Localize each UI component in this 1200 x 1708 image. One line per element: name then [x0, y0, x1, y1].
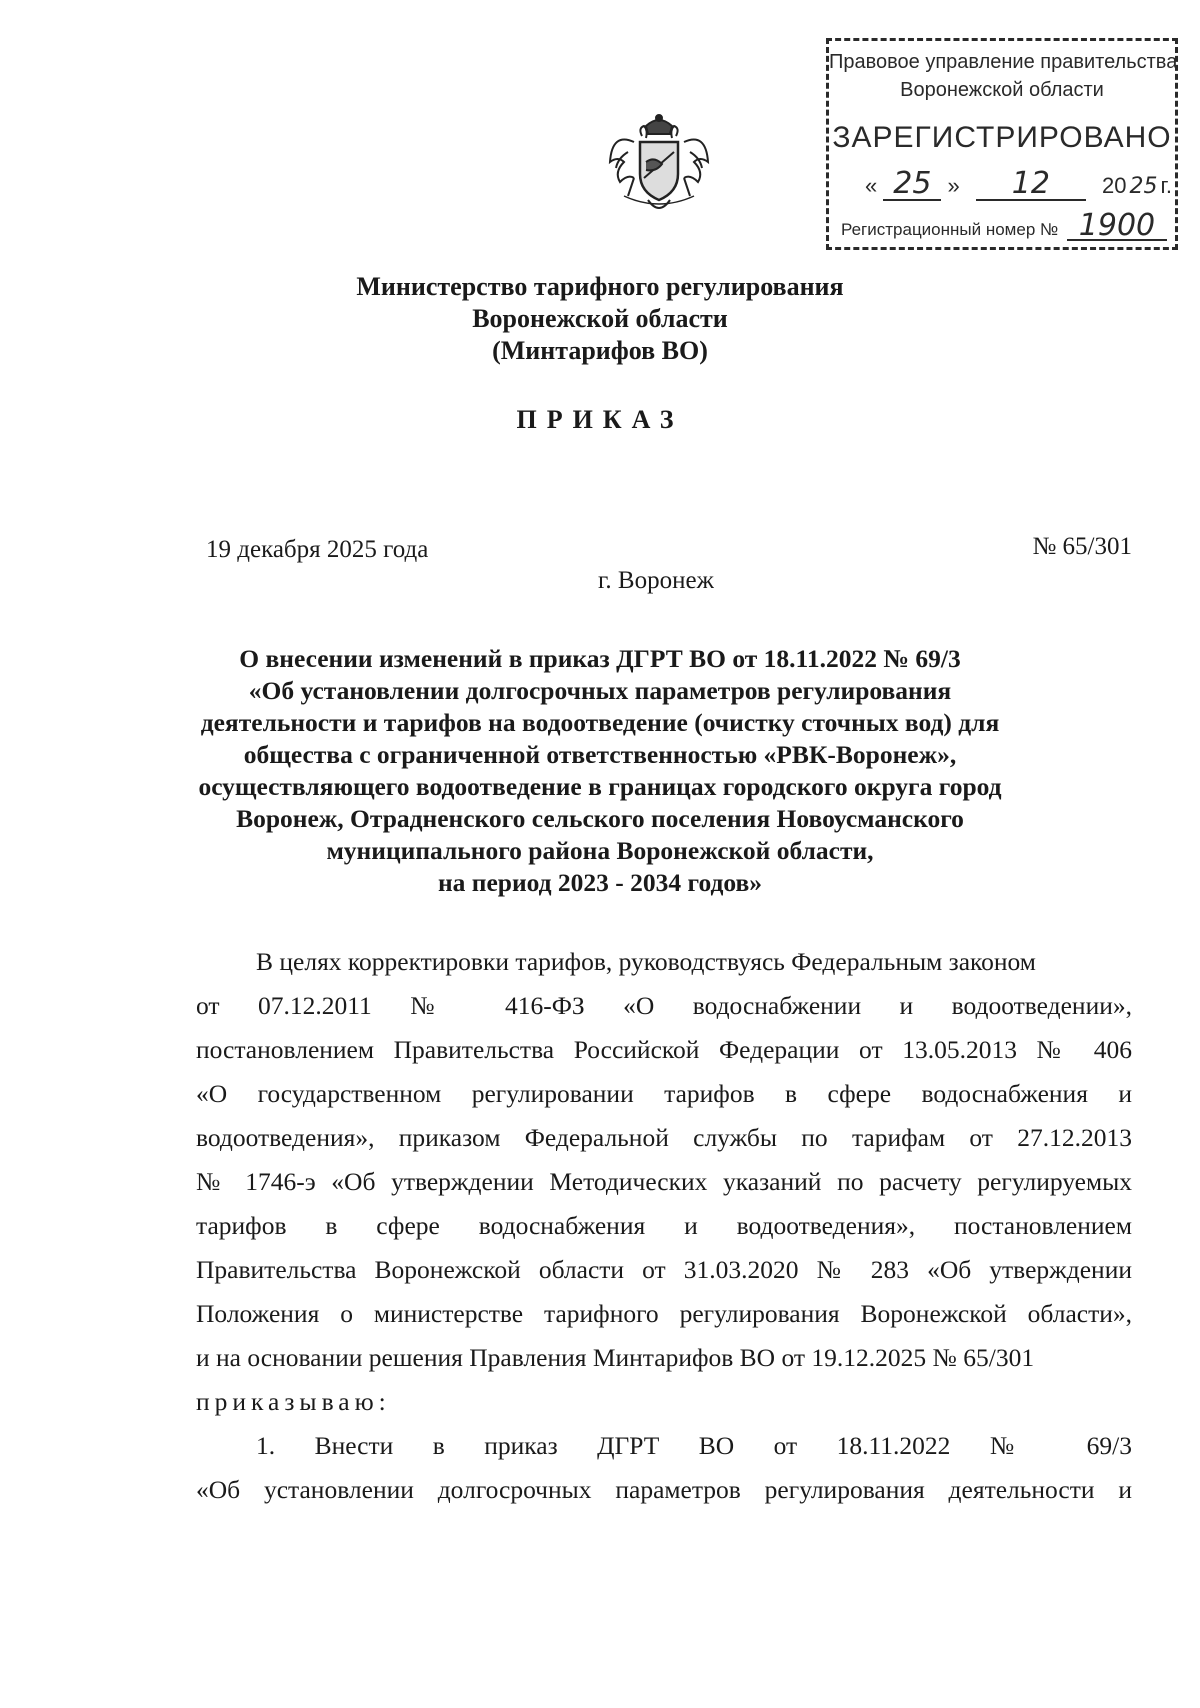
body-line: № 1746-э «Об утверждении Методических указаний по расчету регулируемых: [196, 1167, 1132, 1196]
body-line: В целях корректировки тарифов, руководствуясь Федеральным законом: [256, 947, 1036, 976]
body-line-orders: приказываю:: [196, 1387, 391, 1416]
stamp-date: [865, 166, 1172, 202]
stamp-registered-label: ЗАРЕГИСТРИРОВАНО: [832, 121, 1172, 154]
body-line: «Об установлении долгосрочных параметров регулирования деятельности и: [196, 1475, 1132, 1504]
stamp-date-month: 12: [976, 169, 1086, 201]
stamp-reg-number-label: Регистрационный номер №: [841, 220, 1059, 239]
body-line: Положения о министерстве тарифного регулирования Воронежской области»,: [196, 1299, 1132, 1328]
title-line: деятельности и тарифов на водоотведение (очистку сточных вод) для: [200, 708, 1000, 737]
stamp-date-year-unit: г.: [1160, 173, 1172, 198]
title-line: «Об установлении долгосрочных параметров регулирования: [248, 676, 952, 705]
body-line: и на основании решения Правления Минтарифов ВО от 19.12.2025 № 65/301: [196, 1343, 1035, 1372]
body-line: тарифов в сфере водоснабжения и водоотведения», постановлением: [196, 1211, 1132, 1240]
body-line: «О государственном регулировании тарифов в сфере водоснабжения и: [196, 1079, 1132, 1108]
stamp-date-open-quote: «: [865, 173, 878, 198]
order-city: г. Воронеж: [598, 567, 714, 594]
order-date: 19 декабря 2025 года: [206, 536, 429, 563]
title-line: на период 2023 - 2034 годов»: [437, 868, 763, 897]
document-type: ПРИКАЗ: [516, 405, 684, 434]
body-line: водоотведения», приказом Федеральной службы по тарифам от 27.12.2013: [196, 1123, 1132, 1152]
ministry-abbreviation: (Минтарифов ВО): [492, 336, 708, 365]
title-line: О внесении изменений в приказ ДГРТ ВО от 18.11.2022 № 69/3: [239, 644, 961, 673]
stamp-registration-number: [841, 208, 1167, 243]
title-line: муниципального района Воронежской области,: [326, 836, 874, 865]
stamp-date-year-prefix: 20: [1102, 173, 1127, 198]
stamp-date-year-suffix: 25: [1129, 174, 1158, 199]
stamp-reg-number-value: 1900: [1067, 213, 1167, 241]
body-line: от 07.12.2011 № 416-ФЗ «О водоснабжении и водоотведении»,: [196, 991, 1132, 1020]
stamp-date-close-quote: »: [947, 173, 960, 198]
body-line-item-1: 1. Внести в приказ ДГРТ ВО от 18.11.2022 № 69/3: [256, 1431, 1132, 1460]
ministry-name-line2: Воронежской области: [472, 304, 728, 333]
stamp-date-day: 25: [883, 169, 941, 201]
body-line: постановлением Правительства Российской Федерации от 13.05.2013 № 406: [196, 1035, 1132, 1064]
order-number: № 65/301: [1032, 533, 1132, 560]
registration-stamp: [826, 38, 1178, 250]
stamp-department-line1: Правовое управление правительства: [829, 51, 1178, 73]
body-line: Правительства Воронежской области от 31.03.2020 № 283 «Об утверждении: [196, 1255, 1132, 1284]
coat-of-arms-icon: [604, 112, 714, 218]
title-line: осуществляющего водоотведение в границах городского округа город: [198, 772, 1002, 801]
order-body: [196, 940, 1132, 1512]
order-title: [100, 643, 1100, 899]
ministry-name-line1: Министерство тарифного регулирования: [356, 272, 844, 301]
stamp-department-line2: Воронежской области: [900, 79, 1104, 101]
title-line: Воронеж, Отрадненского сельского поселения Новоусманского: [236, 804, 964, 833]
title-line: общества с ограниченной ответственностью «РВК-Воронеж»,: [243, 740, 957, 769]
